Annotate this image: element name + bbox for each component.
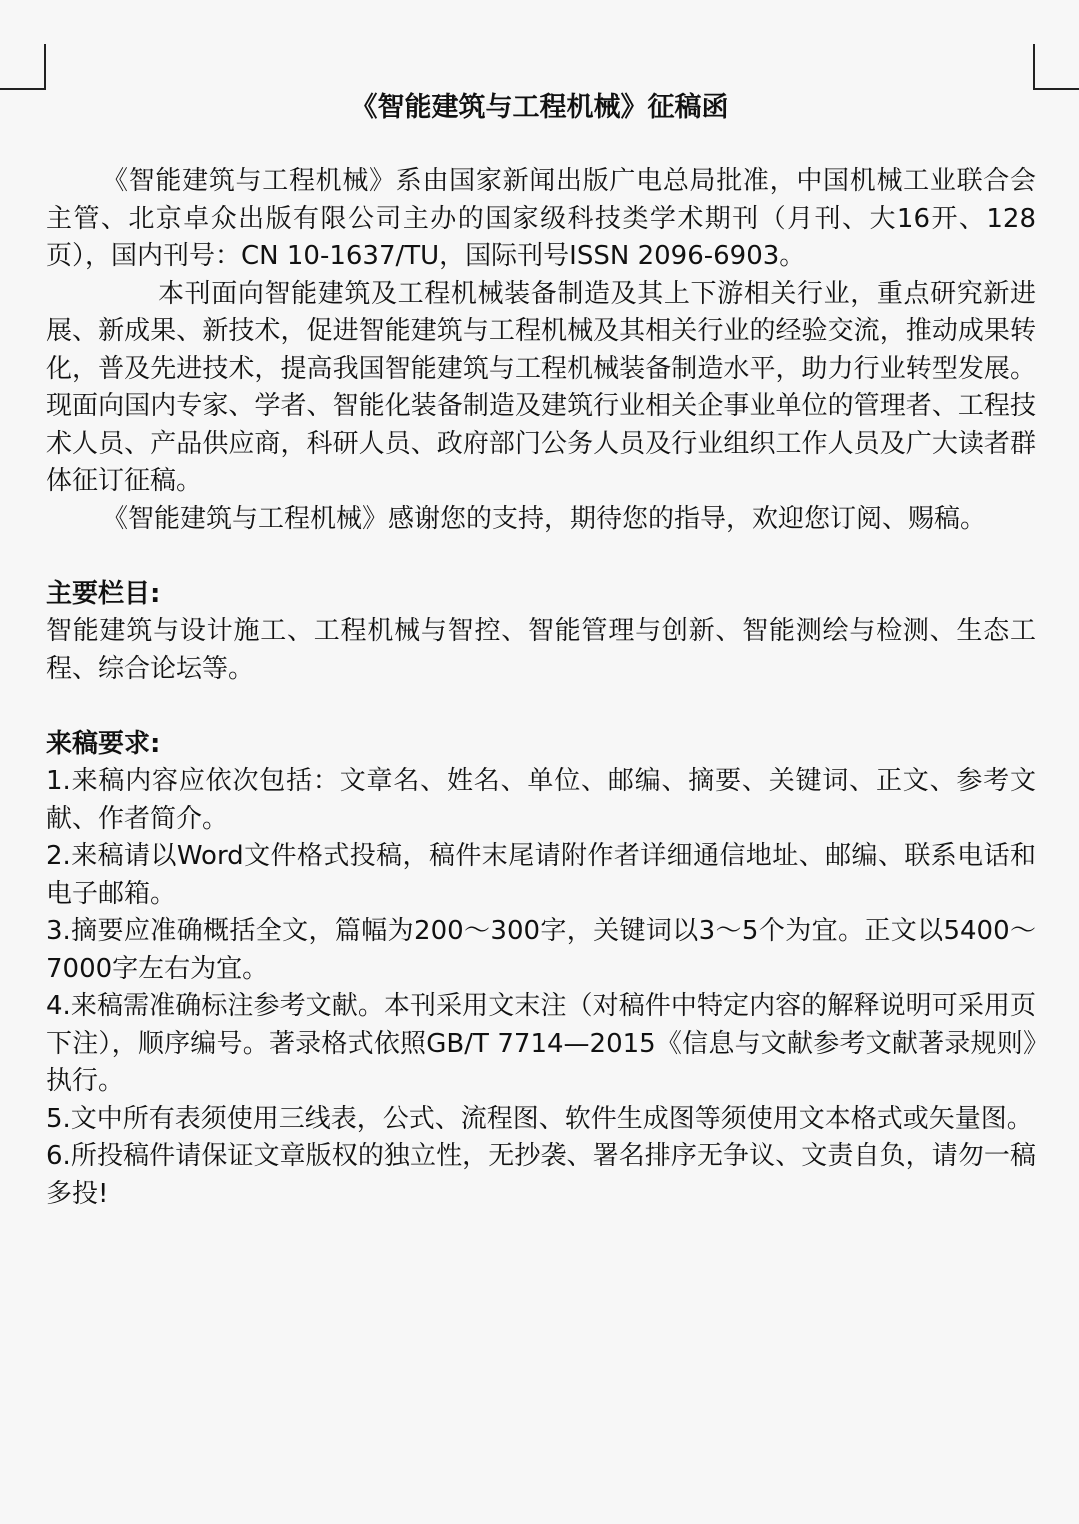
spacer	[46, 538, 1036, 576]
requirement-item-5: 5.文中所有表须使用三线表，公式、流程图、软件生成图等须使用文本格式或矢量图。	[46, 1103, 1033, 1134]
requirements-heading: 来稿要求:	[46, 728, 161, 759]
columns-text: 智能建筑与设计施工、工程机械与智控、智能管理与创新、智能测绘与检测、生态工程、综合论坛等。	[46, 616, 1036, 684]
intro-paragraph-3: 《智能建筑与工程机械》感谢您的支持，期待您的指导，欢迎您订阅、赐稿。	[102, 503, 987, 534]
requirement-item-1: 1.来稿内容应依次包括：文章名、姓名、单位、邮编、摘要、关键词、正文、参考文献、作者简介。	[46, 766, 1036, 834]
document-title: 《智能建筑与工程机械》征稿函	[350, 92, 729, 123]
document-body	[46, 163, 1036, 1213]
requirement-item-6: 6.所投稿件请保证文章版权的独立性，无抄袭、署名排序无争议、文责自负，请勿一稿多投!	[46, 1141, 1036, 1209]
spacer	[46, 688, 1036, 726]
crop-mark-top-left	[0, 44, 46, 90]
intro-paragraph-2: 本刊面向智能建筑及工程机械装备制造及其上下游相关行业，重点研究新进展、新成果、新技术，促进智能建筑与工程机械及其相关行业的经验交流，推动成果转化，普及先进技术，提高我国智能建筑与工程机械装备制造水平，助力行业转型发展。现面向国内专家、学者、智能化装备制造及建筑行业相关企事业单位的管理者、工程技术人员、产品供应商，科研人员、政府部门公务人员及行业组织工作人员及广大读者群体征订征稿。	[46, 278, 1036, 496]
crop-mark-top-right	[1033, 44, 1079, 90]
requirement-item-2: 2.来稿请以Word文件格式投稿，稿件末尾请附作者详细通信地址、邮编、联系电话和电子邮箱。	[46, 841, 1036, 909]
requirement-item-4: 4.来稿需准确标注参考文献。本刊采用文末注（对稿件中特定内容的解释说明可采用页下注），顺序编号。著录格式依照GB/T 7714—2015《信息与文献参考文献著录规则》执行。	[46, 991, 1036, 1096]
intro-paragraph-1: 《智能建筑与工程机械》系由国家新闻出版广电总局批准，中国机械工业联合会主管、北京卓众出版有限公司主办的国家级科技类学术期刊（月刊、大16开、128页），国内刊号：CN 10-1637/TU，国际刊号ISSN 2096-6903。	[46, 166, 1036, 271]
requirement-item-3: 3.摘要应准确概括全文，篇幅为200～300字，关键词以3～5个为宜。正文以5400～7000字左右为宜。	[46, 916, 1036, 984]
columns-heading: 主要栏目:	[46, 578, 161, 609]
